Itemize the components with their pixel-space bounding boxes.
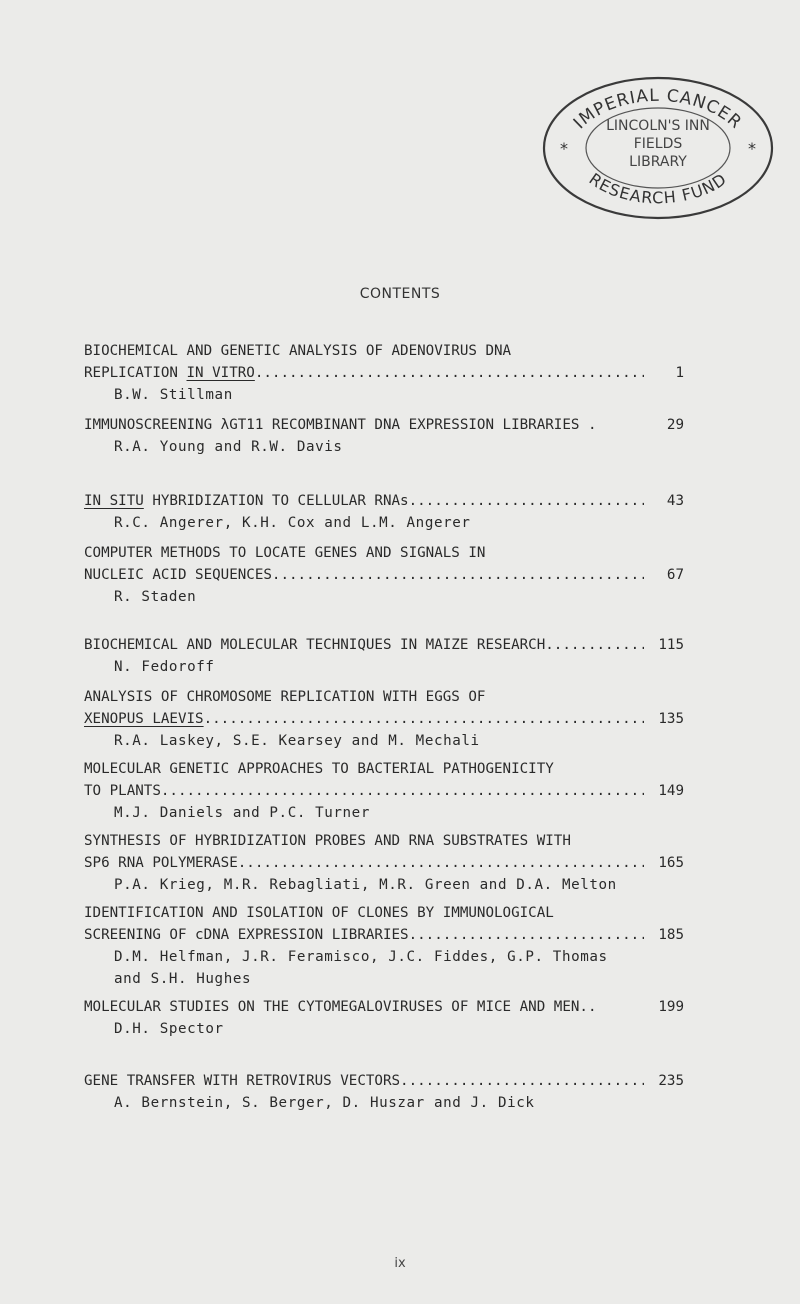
- toc-entry: [84, 758, 684, 824]
- library-stamp: [538, 72, 778, 220]
- toc-page-number: 235: [658, 1073, 684, 1089]
- toc-title-text: [84, 830, 571, 852]
- toc-title-text: [84, 564, 272, 586]
- toc-entry: [84, 490, 684, 534]
- toc-title-text: [84, 902, 554, 924]
- dot-leader: [272, 564, 644, 586]
- toc-authors: B.W. Stillman: [114, 387, 233, 403]
- toc-page-number: 115: [658, 637, 684, 653]
- stamp-inner-line1: LINCOLN'S INN: [606, 118, 710, 134]
- dot-leader: [409, 490, 644, 512]
- toc-title-segment: IN SITU: [84, 493, 144, 509]
- toc-title-text: [84, 708, 204, 730]
- toc-authors: R.C. Angerer, K.H. Cox and L.M. Angerer: [114, 515, 471, 531]
- toc-title-segment: SCREENING OF cDNA EXPRESSION LIBRARIES: [84, 927, 409, 943]
- stamp-inner-line3: LIBRARY: [629, 154, 687, 170]
- toc-page-number: 135: [658, 711, 684, 727]
- page-number: ix: [394, 1256, 406, 1271]
- dot-leader: [545, 634, 644, 656]
- toc-title-segment: MOLECULAR GENETIC APPROACHES TO BACTERIAL PATHOGENICITY: [84, 761, 554, 777]
- dot-leader: [409, 924, 644, 946]
- toc-page-number: 185: [658, 927, 684, 943]
- toc-page-number: 43: [666, 493, 684, 509]
- toc-entry: [84, 542, 684, 608]
- stamp-top-text: IMPERIAL CANCER: [569, 85, 746, 134]
- dot-leader: [255, 362, 644, 384]
- toc-title-line: [84, 780, 684, 802]
- toc-title-text: [84, 780, 161, 802]
- toc-page-number: 29: [666, 417, 684, 433]
- toc-title-line: [84, 686, 684, 708]
- toc-title-segment: XENOPUS LAEVIS: [84, 711, 204, 727]
- toc-title-segment: BIOCHEMICAL AND MOLECULAR TECHNIQUES IN MAIZE RESEARCH: [84, 637, 546, 653]
- stamp-inner-line2: FIELDS: [633, 136, 683, 152]
- toc-title-line: [84, 414, 684, 436]
- stamp-bottom-text: RESEARCH FUND: [585, 169, 731, 208]
- dot-leader: [161, 780, 644, 802]
- toc-authors: R.A. Young and R.W. Davis: [114, 439, 343, 455]
- toc-title-segment: GENE TRANSFER WITH RETROVIRUS VECTORS: [84, 1073, 401, 1089]
- toc-title-line: [84, 708, 684, 730]
- toc-title-line: [84, 924, 684, 946]
- toc-authors: and S.H. Hughes: [114, 971, 252, 987]
- toc-title-line: [84, 362, 684, 384]
- toc-entry: [84, 830, 684, 896]
- toc-entry: [84, 634, 684, 678]
- toc-title-line: [84, 634, 684, 656]
- toc-title-line: [84, 902, 684, 924]
- toc-authors: M.J. Daniels and P.C. Turner: [114, 805, 370, 821]
- toc-title-segment: SP6 RNA POLYMERASE: [84, 855, 238, 871]
- toc-title-text: [84, 634, 545, 656]
- toc-title-segment: IN VITRO: [186, 365, 255, 381]
- toc-entry: [84, 414, 684, 458]
- toc-title-segment: SYNTHESIS OF HYBRIDIZATION PROBES AND RNA SUBSTRATES WITH: [84, 833, 571, 849]
- toc-title-line: [84, 996, 684, 1018]
- toc-authors: N. Fedoroff: [114, 659, 215, 675]
- toc-title-text: [84, 490, 409, 512]
- toc-title-line: [84, 490, 684, 512]
- toc-title-text: [84, 340, 511, 362]
- toc-title-segment: TO PLANTS: [84, 783, 161, 799]
- toc-authors: D.M. Helfman, J.R. Feramisco, J.C. Fiddes, G.P. Thomas: [114, 949, 608, 965]
- toc-page-number: 67: [666, 567, 684, 583]
- toc-title-segment: IMMUNOSCREENING λGT11 RECOMBINANT DNA EXPRESSION LIBRARIES .: [84, 417, 597, 433]
- toc-title-text: [84, 414, 597, 436]
- toc-page-number: 1: [675, 365, 684, 381]
- stamp-star-icon: *: [748, 139, 756, 158]
- toc-authors: P.A. Krieg, M.R. Rebagliati, M.R. Green and D.A. Melton: [114, 877, 617, 893]
- toc-title-line: [84, 758, 684, 780]
- toc-title-segment: ANALYSIS OF CHROMOSOME REPLICATION WITH EGGS OF: [84, 689, 486, 705]
- toc-authors: D.H. Spector: [114, 1021, 224, 1037]
- dot-leader: [204, 708, 644, 730]
- toc-entry: [84, 996, 684, 1040]
- toc-title-line: [84, 852, 684, 874]
- toc-title-line: [84, 340, 684, 362]
- toc-title-line: [84, 1070, 684, 1092]
- toc-entry: [84, 1070, 684, 1114]
- toc-authors: A. Bernstein, S. Berger, D. Huszar and J. Dick: [114, 1095, 535, 1111]
- toc-title-line: [84, 542, 684, 564]
- toc-title-segment: REPLICATION: [84, 365, 187, 381]
- toc-title-segment: BIOCHEMICAL AND GENETIC ANALYSIS OF ADENOVIRUS DNA: [84, 343, 512, 359]
- toc-entry: [84, 902, 684, 990]
- contents-heading: CONTENTS: [359, 286, 441, 302]
- toc-title-line: [84, 564, 684, 586]
- toc-title-text: [84, 758, 554, 780]
- stamp-star-icon: *: [560, 139, 568, 158]
- toc-entry: [84, 340, 684, 406]
- toc-title-text: [84, 686, 485, 708]
- toc-title-text: [84, 1070, 400, 1092]
- toc-title-line: [84, 830, 684, 852]
- dot-leader: [400, 1070, 644, 1092]
- toc-title-segment: IDENTIFICATION AND ISOLATION OF CLONES BY IMMUNOLOGICAL: [84, 905, 554, 921]
- toc-page-number: 149: [658, 783, 684, 799]
- toc-title-text: [84, 362, 255, 384]
- toc-title-text: [84, 996, 597, 1018]
- toc-title-text: [84, 924, 409, 946]
- toc-title-segment: HYBRIDIZATION TO CELLULAR RNAs: [143, 493, 409, 509]
- toc-title-segment: COMPUTER METHODS TO LOCATE GENES AND SIGNALS IN: [84, 545, 486, 561]
- toc-page-number: 199: [658, 999, 684, 1015]
- dot-leader: [238, 852, 644, 874]
- toc-authors: R. Staden: [114, 589, 197, 605]
- toc-page-number: 165: [658, 855, 684, 871]
- toc-title-text: [84, 542, 485, 564]
- toc-entry: [84, 686, 684, 752]
- toc-authors: R.A. Laskey, S.E. Kearsey and M. Mechali: [114, 733, 480, 749]
- toc-title-segment: MOLECULAR STUDIES ON THE CYTOMEGALOVIRUSES OF MICE AND MEN..: [84, 999, 597, 1015]
- toc-title-segment: NUCLEIC ACID SEQUENCES: [84, 567, 272, 583]
- toc-title-text: [84, 852, 238, 874]
